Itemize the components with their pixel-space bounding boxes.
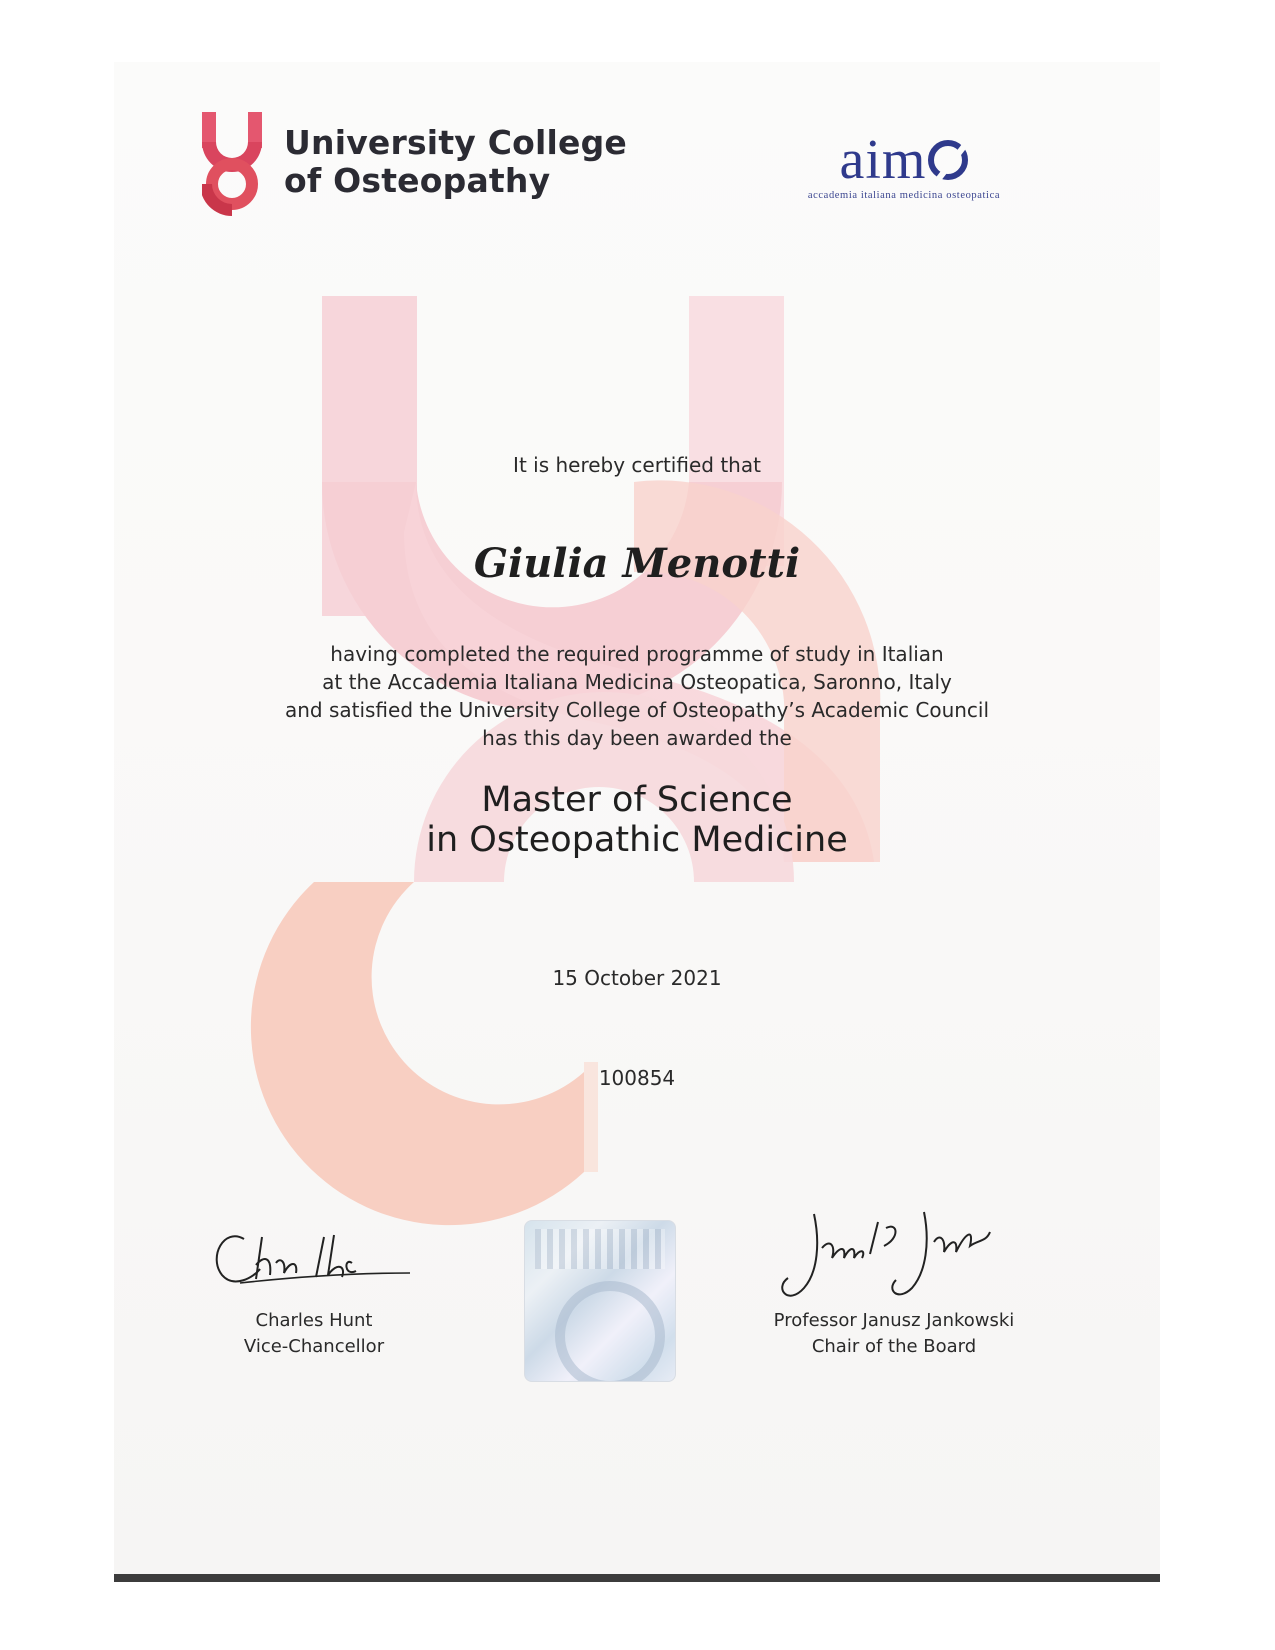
partner-logo-wordmark: aim	[840, 132, 969, 188]
body-line: and satisfied the University College of Osteopathy’s Academic Council	[284, 698, 990, 722]
body-line: at the Accademia Italiana Medicina Osteopatica, Saronno, Italy	[322, 670, 952, 694]
aimo-o-icon	[928, 140, 968, 180]
institution-name	[284, 124, 627, 200]
left-signature-icon	[204, 1217, 424, 1297]
right-signature-icon	[774, 1202, 1014, 1312]
right-signatory-title: Chair of the Board	[811, 1336, 977, 1357]
right-signatory	[734, 1308, 1054, 1360]
body-line: having completed the required programme of study in Italian	[330, 642, 944, 666]
partner-logo	[764, 129, 1044, 212]
degree-title	[114, 780, 1160, 860]
uco-logo-icon	[202, 112, 272, 222]
recipient-name: Giulia Menotti	[473, 540, 801, 587]
degree-line2: in Osteopathic Medicine	[426, 820, 848, 860]
certification-intro: It is hereby certified that	[513, 453, 761, 477]
award-date: 15 October 2021	[552, 966, 722, 990]
hologram-seal-icon	[524, 1220, 676, 1382]
certificate-body	[114, 640, 1160, 752]
institution-name-line1: University College	[284, 123, 627, 162]
left-signatory	[184, 1308, 444, 1360]
left-signatory-name: Charles Hunt	[255, 1310, 373, 1331]
certificate-page	[114, 62, 1160, 1582]
certificate-serial: 100854	[598, 1066, 676, 1090]
institution-logo	[202, 112, 627, 222]
degree-line1: Master of Science	[481, 780, 793, 820]
right-signatory-name: Professor Janusz Jankowski	[773, 1310, 1015, 1331]
left-signatory-title: Vice-Chancellor	[243, 1336, 385, 1357]
partner-subtitle: accademia italiana medicina osteopatica	[807, 190, 1001, 201]
institution-name-line2: of Osteopathy	[284, 161, 551, 200]
body-line: has this day been awarded the	[482, 726, 792, 750]
